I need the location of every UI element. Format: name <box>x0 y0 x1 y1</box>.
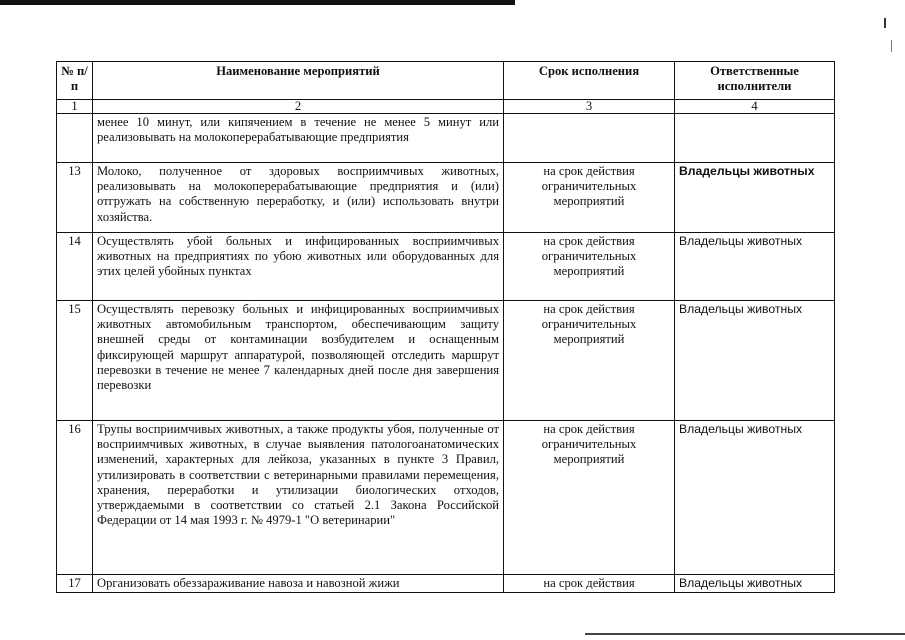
row-num <box>57 114 93 163</box>
row-responsible: Владельцы животных <box>675 163 835 233</box>
column-number-row <box>57 100 835 114</box>
row-num: 15 <box>57 301 93 421</box>
row-measure: Молоко, полученное от здоровых восприимчивых животных, реализовывать на молокоперерабатывающие предприятия и (или) отгружать на собственную переработку, и (или) использовать внутри хозяйства. <box>93 163 504 233</box>
column-number: 4 <box>675 100 835 114</box>
row-responsible: Владельцы животных <box>675 233 835 301</box>
row-term: на срок действия <box>504 575 675 593</box>
row-term: на срок действия ограничительных мероприятий <box>504 163 675 233</box>
column-number: 2 <box>93 100 504 114</box>
row-num: 17 <box>57 575 93 593</box>
header-name: Наименование мероприятий <box>93 62 504 100</box>
row-measure: Осуществлять перевозку больных и инфицированных восприимчивых животных автомобильным транспортом, обеспечивающим защиту внешней среды от контаминации возбудителем и оснащенным фиксирующей маршрут аппаратурой, позволяющей отследить маршрут перевозки в течение не менее 7 календарных дней после дня завершения перевозки <box>93 301 504 421</box>
row-measure: Организовать обеззараживание навоза и навозной жижи <box>93 575 504 593</box>
table-row <box>57 575 835 593</box>
table-header-row <box>57 62 835 100</box>
row-responsible: Владельцы животных <box>675 301 835 421</box>
table-row <box>57 421 835 575</box>
table-row <box>57 163 835 233</box>
row-num: 14 <box>57 233 93 301</box>
measures-table <box>56 61 835 593</box>
row-measure: Трупы восприимчивых животных, а также продукты убоя, полученные от восприимчивых животных, в случае выявления патологоанатомических изменений, характерных для лейкоза, указанных в пункте 3 Правил, утилизировать в соответствии с ветеринарными правилами перемещения, хранения, переработки и утилизации биологических отходов, утверждаемыми в соответствии со статьей 2.1 Закона Российской Федерации от 14 мая 1993 г. № 4979-1 "О ветеринарии" <box>93 421 504 575</box>
column-number: 3 <box>504 100 675 114</box>
header-num: № п/п <box>57 62 93 100</box>
row-term: на срок действия ограничительных мероприятий <box>504 301 675 421</box>
table-row <box>57 233 835 301</box>
header-responsible: Ответственные исполнители <box>675 62 835 100</box>
row-num: 16 <box>57 421 93 575</box>
row-measure: менее 10 минут, или кипячением в течение не менее 5 минут или реализовывать на молокоперерабатывающие предприятия <box>93 114 504 163</box>
row-num: 13 <box>57 163 93 233</box>
row-term: на срок действия ограничительных мероприятий <box>504 233 675 301</box>
table-row <box>57 114 835 163</box>
row-measure: Осуществлять убой больных и инфицированных восприимчивых животных на предприятиях по убою животных или оборудованных для этих целей убойных пунктах <box>93 233 504 301</box>
row-term <box>504 114 675 163</box>
row-responsible: Владельцы животных <box>675 421 835 575</box>
row-responsible: Владельцы животных <box>675 575 835 593</box>
table-row <box>57 301 835 421</box>
scan-mark <box>884 18 886 28</box>
row-responsible <box>675 114 835 163</box>
header-term: Срок исполнения <box>504 62 675 100</box>
scan-edge-top <box>0 0 515 5</box>
scan-edge-bottom <box>585 633 905 635</box>
scan-mark <box>891 40 892 52</box>
row-term: на срок действия ограничительных мероприятий <box>504 421 675 575</box>
column-number: 1 <box>57 100 93 114</box>
